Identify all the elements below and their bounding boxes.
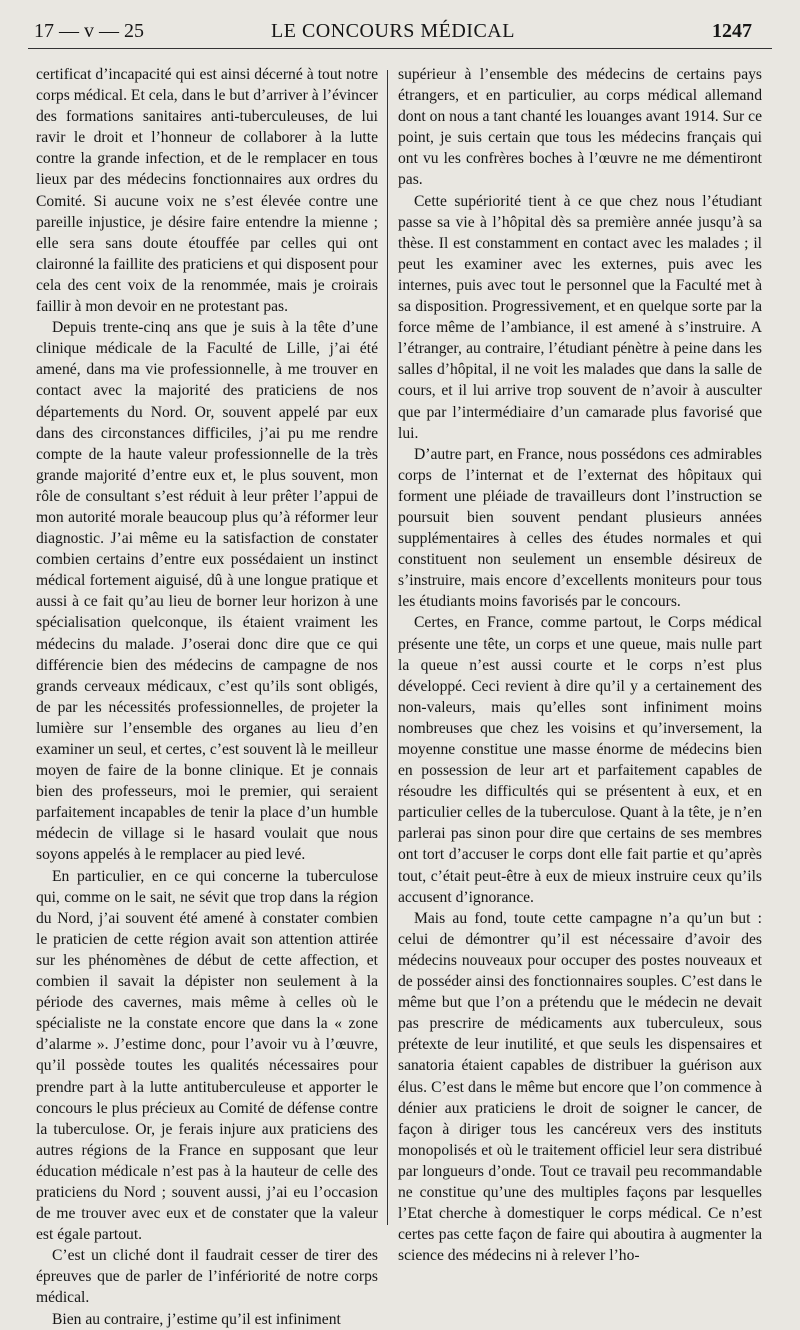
column-divider [387, 70, 388, 1225]
paragraph: C’est un cliché dont il faudrait cesser de tirer des épreuves que de parler de l’infériorité de notre corps médical. [36, 1247, 378, 1307]
header-rule [28, 48, 772, 49]
journal-title: LE CONCOURS MÉDICAL [271, 20, 515, 42]
paragraph: Certes, en France, comme partout, le Corps médical présente une tête, un corps et une queue, mais nulle part la queue n’est aussi courte et le corps n’est plus développé. Ceci revient à dire qu’il y a certainement des non-valeurs, mais qu’elles sont infiniment moins nombreuses que chez les voisins et qu’inversement, la moyenne constitue une masse énorme de médecins bien en possession de leur art et parfaitement capables de résoudre les difficultés qui se présentent à eux, et en particulier celles de la tuberculose. Quant à la tête, je n’en parlerai pas sinon pour dire que certains de ses membres ont tort d’accuser le corps dont elle fait partie et qu’après tout, c’était peut-être à eux de mieux instruire ceux qu’ils accusent d’ignorance. [398, 614, 762, 906]
right-column [398, 64, 762, 1266]
paragraph: Bien au contraire, j’estime qu’il est infiniment [52, 1310, 341, 1328]
page-number: 1247 [712, 20, 752, 42]
paragraph: Depuis trente-cinq ans que je suis à la tête d’une clinique médicale de la Faculté de Lille, j’ai été amené, dans ma vie professionnelle, à me trouver en contact avec la majorité des praticiens de nos départements du Nord. Or, souvent appelé par eux dans des circonstances difficiles, j’ai pu me rendre compte de la haute valeur professionnelle de la très grande majorité d’entre eux et, le plus souvent, mon rôle de consultant s’est réduit à leur prêter l’appui de mon autorité morale beaucoup plus qu’à réformer leur diagnostic. J’ai même eu la satisfaction de constater combien certains d’entre eux possédaient un instinct médical fortement aiguisé, dû à une longue pratique et aussi à ce fait qu’au lieu de borner leur horizon à une spécialisation quelconque, ils étaient vraiment les médecins du malade. J’oserai donc dire que ce qui différencie bien des médecins de campagne de nos grands cerveaux médicaux, c’est qu’ils sont obligés, de par les nécessités professionnelles, de projeter la lumière sur l’ensemble des organes au lieu d’en examiner un seul, et certes, c’est souvent là le meilleur moyen de faire de la bonne clinique. Et je connais bien des professeurs, moi le premier, qui seraient parfaitement incapables de tenir la place d’un humble médecin de village si le hasard voulait que nous soyons appelés à le remplacer au pied levé. [36, 319, 378, 864]
issue-date: 17 — v — 25 [34, 20, 144, 42]
paragraph: Mais au fond, toute cette campagne n’a qu’un but : celui de démontrer qu’il est nécessaire d’avoir des médecins nouveaux pour occuper des postes nouveaux et de posséder ainsi des fonctionnaires souples. C’est dans le même but que l’on a prétendu que le médecin ne devait pas prescrire de médicaments aux tuberculeux, sous prétexte de leur inutilité, et que seuls les dispensaires et sanatoria étaient capables de distribuer la guérison aux élus. C’est dans le même but encore que l’on commence à dénier aux praticiens le droit de soigner le cancer, de façon à diriger tous les cancéreux vers des instituts monopolisés et où le traitement officiel leur sera distribué par longueurs d’onde. Tout ce travail peu recommandable ne constitue qu’une des multiples façons par lesquelles l’Etat cherche à domestiquer le corps médical. Ce n’est certes pas cette façon de faire qui aboutira à augmenter la science des médecins ni à relever l’ho- [398, 909, 762, 1265]
paragraph: supérieur à l’ensemble des médecins de certains pays étrangers, et en particulier, au corps médical allemand dont on nous a tant chanté les louanges avant 1914. Sur ce point, je suis certain que tous les médecins français qui ont vu les confrères boches à l’œuvre ne me démentiront pas. [398, 66, 762, 189]
paragraph: certificat d’incapacité qui est ainsi décerné à tout notre corps médical. Et cela, dans le but d’arriver à l’évincer des formations sanitaires anti-tuberculeuses, de lui ravir le droit et l’honneur de collaborer à la lutte contre la grande infection, et de le remplacer en tous lieux par des médecins fonctionnaires aux ordres du Comité. Si aucune voix ne s’est élevée contre une pareille injustice, je désire faire entendre la mienne ; elle sera sans doute étouffée par celles qui ont claironné la faillite des praticiens et qui disposent pour cela des cent voix de la renommée, mais je croirais faillir à mon devoir en ne protestant pas. [36, 66, 378, 316]
left-column [36, 64, 378, 1330]
paragraph: D’autre part, en France, nous possédons ces admirables corps de l’internat et de l’externat des hôpitaux qui forment une pléiade de travailleurs dont l’instruction se poursuit bien souvent pendant plusieurs années supplémentaires à celles des études normales et qui constituent non seulement un ensemble désireux de s’instruire, mais encore d’excellents moniteurs pour tous les étudiants moins favorisés par le concours. [398, 445, 762, 611]
paragraph: Cette supériorité tient à ce que chez nous l’étudiant passe sa vie à l’hôpital dès sa première année jusqu’à sa thèse. Il est constamment en contact avec les malades ; il peut les examiner avec les externes, puis avec les internes, puis avec tout le personnel que la Faculté met à sa disposition. Progressivement, et en quelque sorte par la force même de l’ambiance, il est amené à s’instruire. A l’étranger, au contraire, l’étudiant pénètre à peine dans les salles d’hôpital, il ne voit les malades que dans la salle de cours, et il lui arrive trop souvent de n’avoir à ausculter que par l’intermédiaire d’un camarade plus favorisé que lui. [398, 192, 762, 442]
paragraph: En particulier, en ce qui concerne la tuberculose qui, comme on le sait, ne sévit que trop dans la région du Nord, j’ai souvent été amené à constater combien le praticien de cette région avait son attention attirée sur les phénomènes de début de cette affection, et combien il savait la dépister non seulement à la période des cavernes, mais même à celles où le spécialiste ne la constate encore que dans la « zone d’alarme ». J’estime donc, pour l’avoir vu à l’œuvre, qu’il possède toutes les qualités nécessaires pour prendre part à la lutte antituberculeuse et apporter le concours le plus précieux au Comité de défense contre la tuberculose. Or, je ferais injure aux praticiens des autres régions de la France en supposant que leur éducation médicale n’est pas à la hauteur de celle des praticiens du Nord ; souvent aussi, j’ai eu l’occasion de me trouver avec eux et de constater que la valeur est égale partout. [36, 867, 378, 1244]
page-header [34, 14, 752, 48]
